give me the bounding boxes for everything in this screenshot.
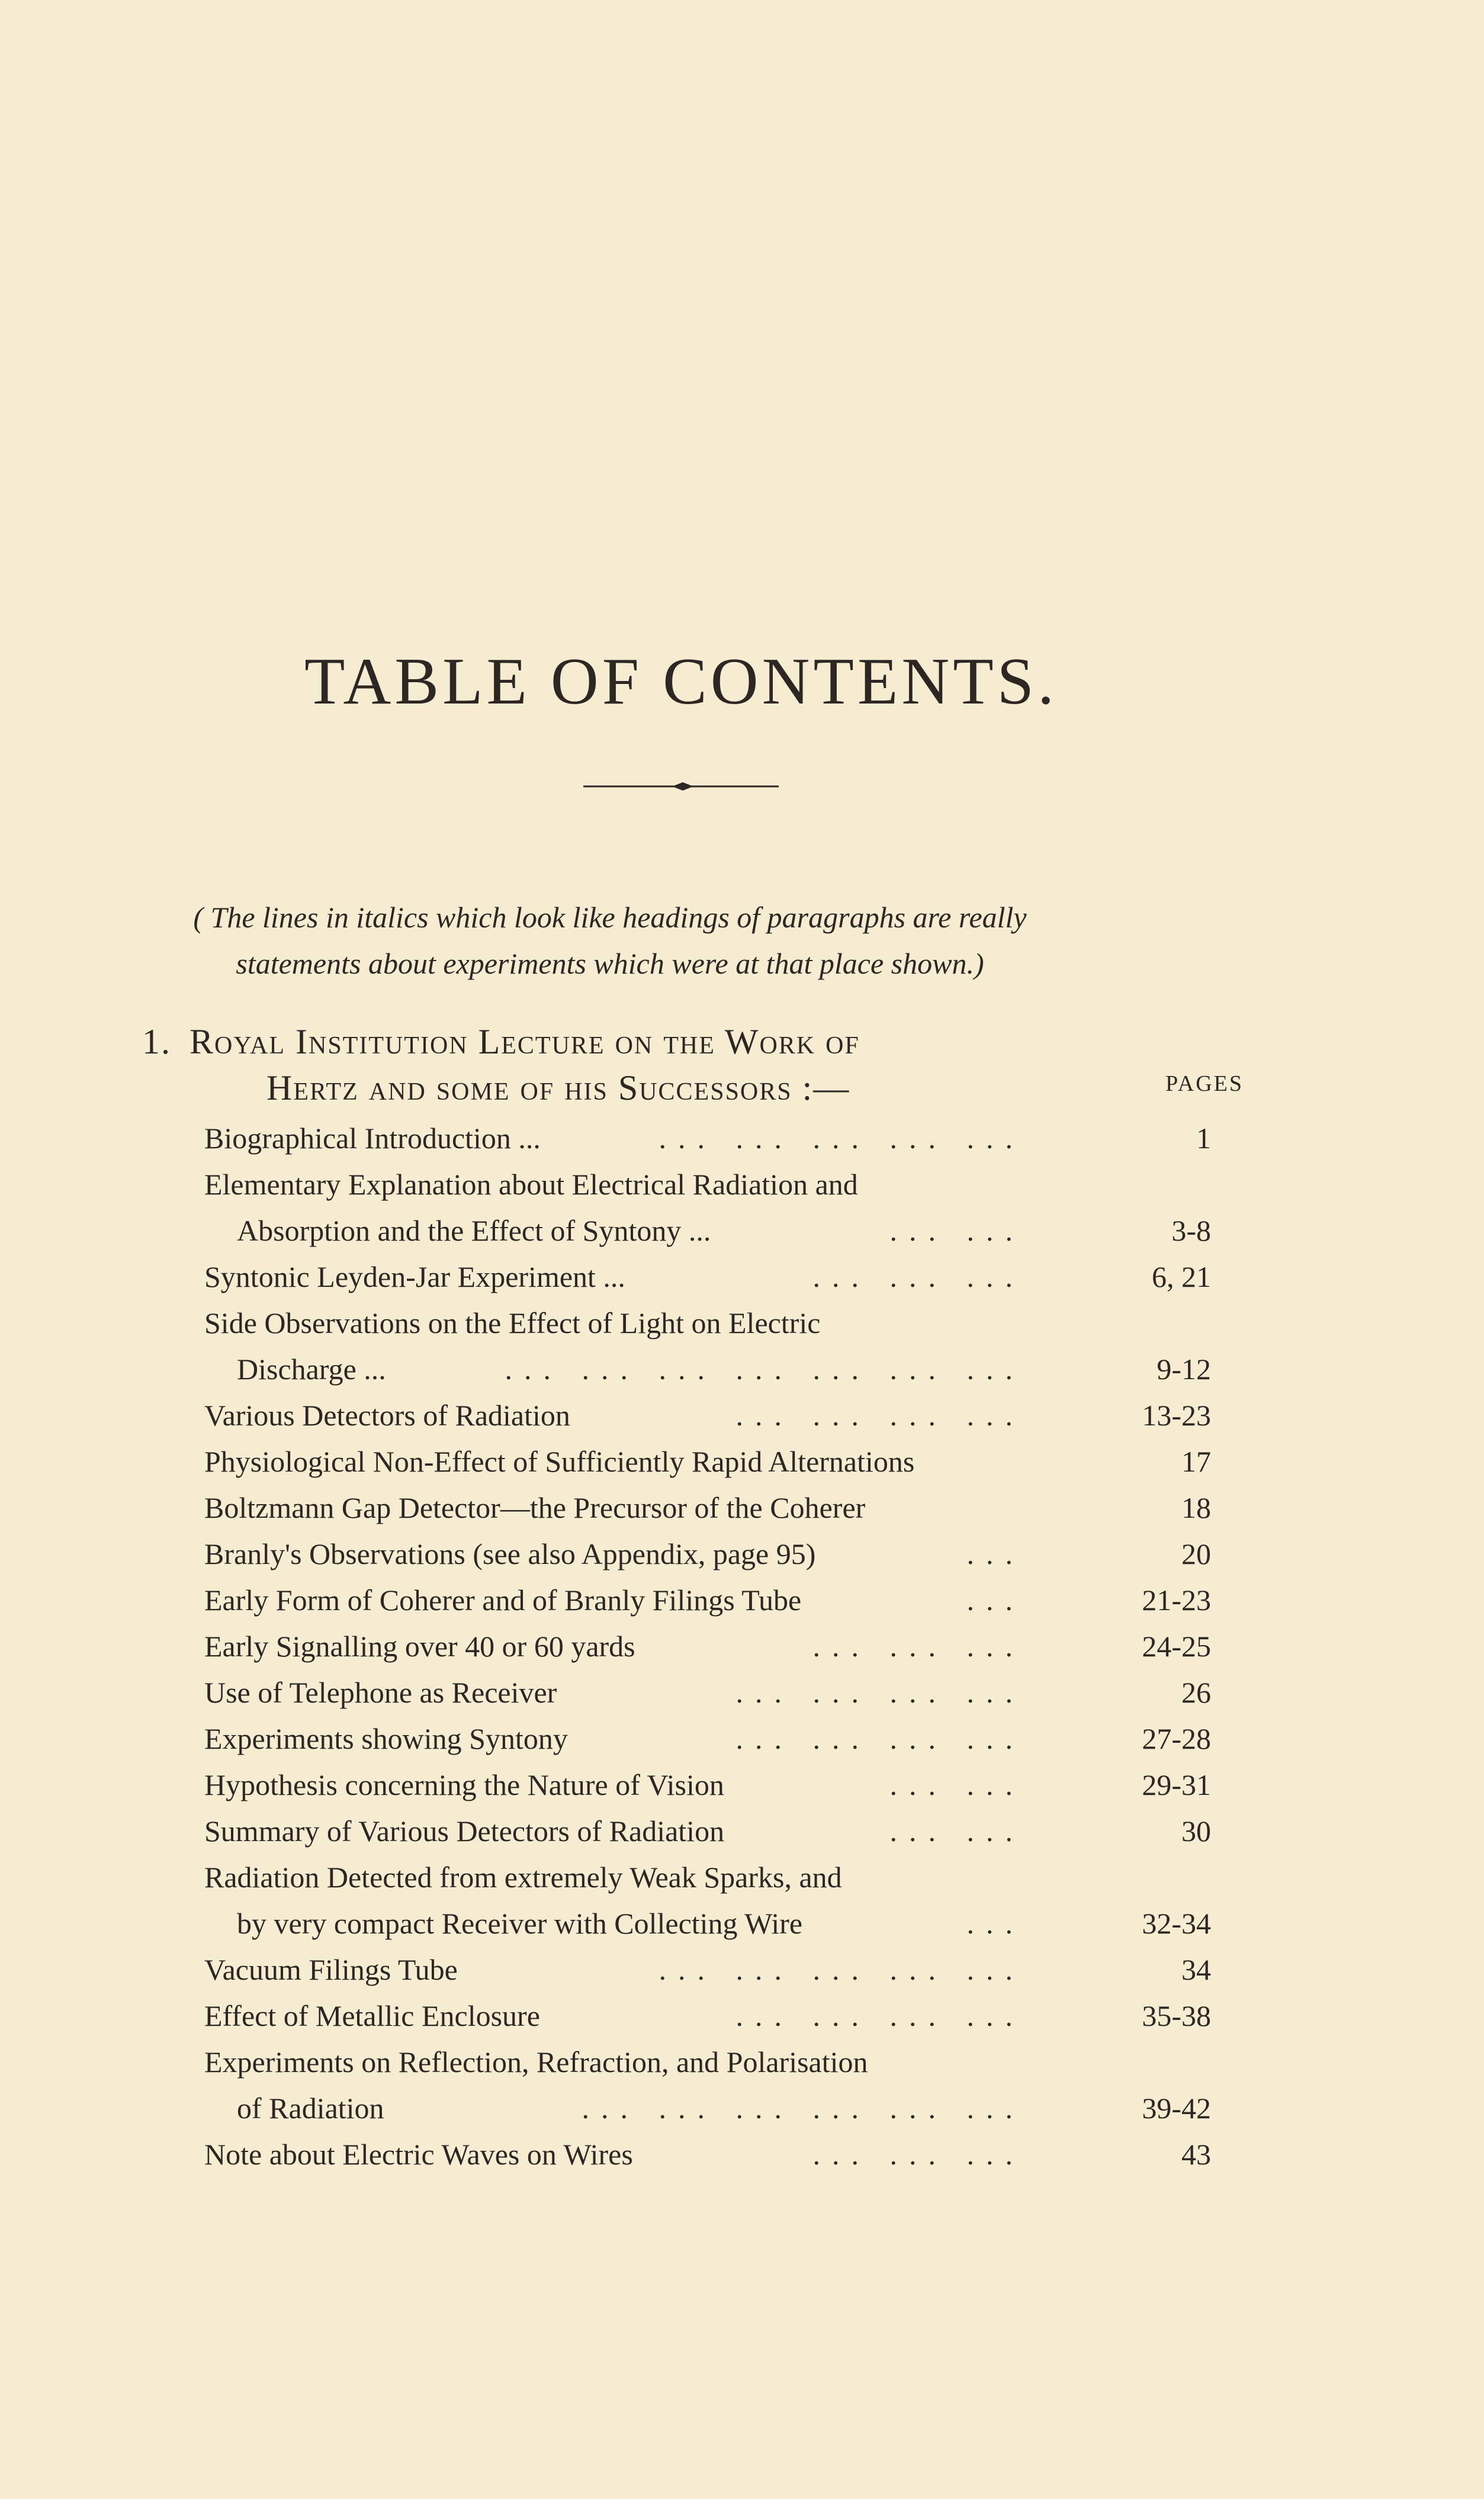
contents-entry-line (204, 1207, 1211, 1254)
contents-list (204, 1115, 1211, 2177)
entry-title: Side Observations on the Effect of Light on Electric (204, 1306, 821, 1340)
leader-dots: ... ... ... ... ... (659, 1953, 1024, 1986)
entry-page-number: 9-12 (1157, 1353, 1211, 1386)
entry-title: Syntonic Leyden-Jar Experiment ... (204, 1260, 625, 1293)
entry-title: by very compact Receiver with Collecting Wire (237, 1907, 803, 1940)
section-heading (142, 1019, 1054, 1111)
entry-page-number: 32-34 (1142, 1907, 1211, 1940)
entry-title: Summary of Various Detectors of Radiation (204, 1814, 725, 1848)
section-number: 1. (142, 1022, 171, 1061)
entry-page-number: 20 (1181, 1537, 1211, 1570)
contents-entry-line (204, 1438, 1211, 1485)
leader-dots: ... ... ... ... (735, 1722, 1024, 1755)
contents-entry-line (204, 1161, 1211, 1207)
entry-page-number: 6, 21 (1152, 1260, 1211, 1293)
entry-page-number: 13-23 (1142, 1399, 1211, 1432)
contents-entry-line (204, 2131, 1211, 2177)
leader-dots: ... ... ... ... ... ... ... (505, 1353, 1024, 1386)
entry-title: Effect of Metallic Enclosure (204, 1999, 540, 2032)
contents-entry-line (204, 1716, 1211, 1762)
entry-title: Various Detectors of Radiation (204, 1399, 570, 1432)
entry-title: Branly's Observations (see also Appendix, page 95) (204, 1537, 816, 1570)
leader-dots: ... (966, 1537, 1024, 1570)
entry-page-number: 3-8 (1171, 1214, 1211, 1247)
leader-dots: ... ... ... ... (735, 1676, 1024, 1709)
contents-entry-line (204, 1946, 1211, 1993)
section-heading-line2: Hertz and some of his Successors :— (266, 1068, 850, 1107)
contents-entry-line (204, 1577, 1211, 1623)
contents-entry-line (204, 1623, 1211, 1669)
contents-entry-line (204, 1346, 1211, 1392)
entry-page-number: 34 (1181, 1953, 1211, 1986)
entry-title: Boltzmann Gap Detector—the Precursor of the Coherer (204, 1491, 866, 1524)
entry-title: Note about Electric Waves on Wires (204, 2138, 633, 2171)
contents-entry-line (204, 1900, 1211, 1946)
leader-dots: ... (966, 1907, 1024, 1940)
entry-title: of Radiation (237, 2092, 384, 2125)
entry-page-number: 26 (1181, 1676, 1211, 1709)
contents-entry-line (204, 1531, 1211, 1577)
leader-dots: ... ... ... (812, 2138, 1024, 2171)
leader-dots: ... ... ... ... (735, 1999, 1024, 2032)
pages-column-label: PAGES (1165, 1071, 1244, 1096)
contents-entry-line (204, 1762, 1211, 1808)
entry-title: Experiments showing Syntony (204, 1722, 568, 1755)
contents-entry-line (204, 1254, 1211, 1300)
entry-title: Biographical Introduction ... (204, 1122, 541, 1155)
entry-title: Hypothesis concerning the Nature of Vision (204, 1768, 724, 1801)
entry-title: Vacuum Filings Tube (204, 1953, 458, 1986)
entry-page-number: 24-25 (1142, 1630, 1211, 1663)
leader-dots: ... (966, 1583, 1024, 1617)
entry-title: Elementary Explanation about Electrical Radiation and (204, 1168, 858, 1201)
contents-entry-line (204, 1115, 1211, 1161)
entry-title: Early Form of Coherer and of Branly Filings Tube (204, 1583, 802, 1617)
entry-title: Physiological Non-Effect of Sufficiently Rapid Alternations (204, 1445, 915, 1478)
contents-entry-line (204, 1392, 1211, 1438)
contents-entry-line (204, 1300, 1211, 1346)
contents-entry-line (204, 1808, 1211, 1854)
leader-dots: ... ... (889, 1768, 1024, 1801)
contents-entry-line (204, 1669, 1211, 1716)
entry-title: Use of Telephone as Receiver (204, 1676, 557, 1709)
entry-page-number: 43 (1181, 2138, 1211, 2171)
contents-entry-line (204, 1993, 1211, 2039)
page-title: TABLE OF CONTENTS. (304, 645, 1058, 718)
entry-page-number: 35-38 (1142, 1999, 1211, 2032)
leader-dots: ... ... ... (812, 1260, 1024, 1293)
entry-page-number: 30 (1181, 1814, 1211, 1848)
entry-title: Absorption and the Effect of Syntony ... (237, 1214, 711, 1247)
entry-page-number: 1 (1196, 1122, 1211, 1155)
entry-title: Radiation Detected from extremely Weak Sparks, and (204, 1861, 842, 1894)
entry-title: Discharge ... (237, 1353, 386, 1386)
leader-dots: ... ... ... (812, 1630, 1024, 1663)
section-heading-line1: Royal Institution Lecture on the Work of (189, 1022, 860, 1061)
italic-note: ( The lines in italics which look like headings of paragraphs are really statements about experiments which were at that place shown.) (193, 901, 1027, 980)
leader-dots: ... ... ... ... ... ... (582, 2092, 1024, 2125)
ornament-divider (583, 780, 779, 792)
entry-page-number: 21-23 (1142, 1583, 1211, 1617)
contents-entry-line (204, 2039, 1211, 2085)
contents-entry-line (204, 1854, 1211, 1900)
entry-page-number: 29-31 (1142, 1768, 1211, 1801)
entry-page-number: 39-42 (1142, 2092, 1211, 2125)
entry-title: Early Signalling over 40 or 60 yards (204, 1630, 635, 1663)
leader-dots: ... ... (889, 1214, 1024, 1247)
leader-dots: ... ... ... ... ... (659, 1122, 1024, 1155)
entry-title: Experiments on Reflection, Refraction, and Polarisation (204, 2045, 868, 2079)
leader-dots: ... ... (889, 1814, 1024, 1848)
contents-entry-line (204, 2085, 1211, 2131)
contents-entry-line (204, 1485, 1211, 1531)
leader-dots: ... ... ... ... (735, 1399, 1024, 1432)
entry-page-number: 18 (1181, 1491, 1211, 1524)
entry-page-number: 17 (1181, 1445, 1211, 1478)
entry-page-number: 27-28 (1142, 1722, 1211, 1755)
